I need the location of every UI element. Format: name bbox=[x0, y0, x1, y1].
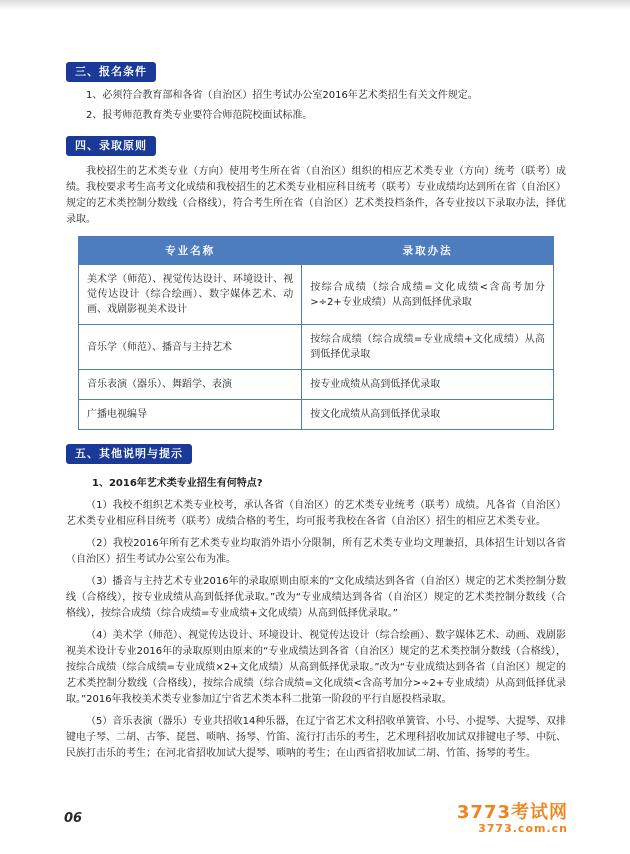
notes-paragraph-1: （1）我校不组织艺术类专业校考，承认各省（自治区）的艺术类专业统考（联考）成绩。凡各省（自治区）艺术类专业相应科目统考（联考）成绩合格的考生，均可报考我校在各省（自治区）招生的相应艺术类专业。 bbox=[66, 500, 566, 527]
watermark-site-name: 3773考试网 bbox=[456, 801, 568, 823]
section-admission-principles bbox=[66, 134, 566, 430]
page-number: 06 bbox=[64, 811, 83, 826]
table-row bbox=[79, 325, 554, 370]
watermark-site-url: 3773.com.cn bbox=[478, 822, 568, 836]
column-header-major: 专业名称 bbox=[79, 237, 302, 265]
cell-major: 音乐表演（器乐）、舞蹈学、表演 bbox=[79, 370, 302, 400]
cell-major: 广播电视编导 bbox=[79, 400, 302, 430]
column-header-method: 录取办法 bbox=[302, 237, 554, 265]
cell-method: 按专业成绩从高到低择优录取 bbox=[302, 370, 554, 400]
cell-major: 音乐学（师范）、播音与主持艺术 bbox=[79, 325, 302, 370]
scan-edge-shadow bbox=[0, 0, 630, 10]
section-heading-notes: 五、其他说明与提示 bbox=[66, 444, 192, 464]
admission-rules-table bbox=[78, 236, 554, 430]
cell-method: 按综合成绩（综合成绩=专业成绩+文化成绩）从高到低择优录取 bbox=[302, 325, 554, 370]
table-row bbox=[79, 370, 554, 400]
notes-paragraph-3: （3）播音与主持艺术专业2016年的录取原则由原来的“文化成绩达到各省（自治区）规定的艺术类控制分数线（合格线），按专业成绩从高到低择优录取。”改为“专业成绩达到各省（自治区）规定的艺术类控制分数线（合格线），按综合成绩（综合成绩=专业成绩+文化成绩）从高到低择优录取。” bbox=[66, 576, 566, 619]
notes-paragraph-4: （4）美术学（师范）、视觉传达设计、环境设计、视觉传达设计（综合绘画）、数字媒体艺术、动画、戏剧影视美术设计专业2016年的录取原则由原来的“专业成绩达到各省（自治区）规定的艺术类控制分数线（合格线），按综合成绩（综合成绩=专业成绩×2+文化成绩）从高到低择优录取。”改为“专业成绩达到各省（自治区）规定的艺术类控制分数线（合格线），按综合成绩（综合成绩=文化成绩<含高考加分>÷2+专业成绩）从高到低择优录取。”2016年我校美术类专业参加辽宁省艺术类本科二批第一阶段的平行自愿投档录取。 bbox=[66, 630, 566, 705]
notes-question-1: 1、2016年艺术类专业招生有何特点? bbox=[92, 478, 263, 489]
document-content bbox=[66, 60, 566, 772]
section-registration-requirements bbox=[66, 60, 566, 124]
admission-intro-paragraph: 我校招生的艺术类专业（方向）使用考生所在省（自治区）组织的相应艺术类专业（方向）统考（联考）成绩。我校要求考生高考文化成绩和我校招生的艺术类专业相应科目统考（联考）专业成绩均达到所在省（自治区）规定的艺术类控制分数线（合格线），符合考生所在省（自治区）艺术类投档条件，各专业按以下录取办法，择优录取。 bbox=[66, 166, 566, 225]
table-row bbox=[79, 265, 554, 325]
registration-item-1: 1、必须符合教育部和各省（自治区）招生考试办公室2016年艺术类招生有关文件规定。 bbox=[86, 90, 478, 101]
section-heading-registration: 三、报名条件 bbox=[66, 62, 156, 82]
watermark bbox=[457, 803, 568, 836]
notes-paragraph-2: （2）我校2016年所有艺术类专业均取消外语小分限制，所有艺术类专业均文理兼招，具体招生计划以各省（自治区）招生考试办公室公布为准。 bbox=[66, 538, 566, 565]
section-heading-admission: 四、录取原则 bbox=[66, 136, 156, 156]
cell-method: 按综合成绩（综合成绩=文化成绩<含高考加分>÷2+专业成绩）从高到低择优录取 bbox=[302, 265, 554, 325]
cell-major: 美术学（师范）、视觉传达设计、环境设计、视觉传达设计（综合绘画）、数字媒体艺术、动画、戏剧影视美术设计 bbox=[79, 265, 302, 325]
table-header-row bbox=[79, 237, 554, 265]
cell-method: 按文化成绩从高到低择优录取 bbox=[302, 400, 554, 430]
table-row bbox=[79, 400, 554, 430]
notes-paragraph-5: （5）音乐表演（器乐）专业共招收14种乐器，在辽宁省艺术文科招收单簧管、小号、小提琴、大提琴、双排键电子琴、二胡、古筝、琵琶、唢呐、扬琴、竹笛、流行打击乐的考生，艺术理科招收加试双排键电子琴、中阮、民族打击乐的考生；在河北省招收加试大提琴、唢呐的考生；在山西省招收加试二胡、竹笛、扬琴的考生。 bbox=[66, 716, 566, 759]
section-other-notes bbox=[66, 442, 566, 762]
registration-item-2: 2、报考师范教育类专业要符合师范院校面试标准。 bbox=[86, 110, 313, 121]
